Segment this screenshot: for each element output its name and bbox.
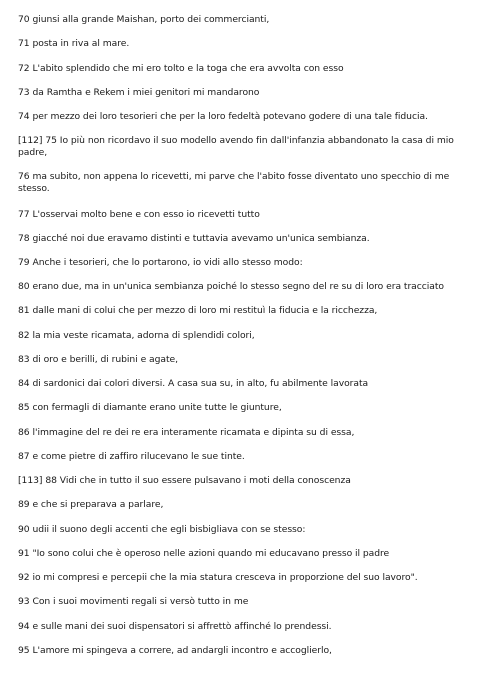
text-line: 71 posta in riva al mare. [18, 38, 130, 49]
text-line: 87 e come pietre di zaffiro rilucevano le sue tinte. [18, 451, 245, 462]
text-line: 84 di sardonici dai colori diversi. A casa sua su, in alto, fu abilmente lavorata [18, 378, 369, 389]
text-line: 73 da Ramtha e Rekem i miei genitori mi mandarono [18, 87, 260, 98]
text-line: 93 Con i suoi movimenti regali si versò tutto in me [18, 596, 249, 607]
text-line: 79 Anche i tesorieri, che lo portarono, io vidi allo stesso modo: [18, 257, 303, 268]
text-line: 81 dalle mani di colui che per mezzo di loro mi restituì la fiducia e la ricchezza, [18, 305, 378, 316]
text-line: [113] 88 Vidi che in tutto il suo essere pulsavano i moti della conoscenza [18, 475, 351, 486]
text-line: 77 L'osservai molto bene e con esso io ricevetti tutto [18, 209, 260, 220]
text-line: [112] 75 Io più non ricordavo il suo modello avendo fin dall'infanzia abbandonato la casa di mio padre, [18, 135, 454, 158]
text-line: 74 per mezzo dei loro tesorieri che per la loro fedeltà potevano godere di una tale fiducia. [18, 111, 428, 122]
text-line: 78 giacché noi due eravamo distinti e tuttavia avevamo un'unica sembianza. [18, 233, 370, 244]
text-line: 86 l'immagine del re dei re era interamente ricamata e dipinta su di essa, [18, 427, 355, 438]
text-line: 85 con fermagli di diamante erano unite tutte le giunture, [18, 402, 282, 413]
text-line: 89 e che si preparava a parlare, [18, 499, 164, 510]
text-line: 82 la mia veste ricamata, adorna di splendidi colori, [18, 330, 255, 341]
text-line: 92 io mi compresi e percepii che la mia statura cresceva in proporzione del suo lavoro". [18, 572, 418, 583]
text-line: 94 e sulle mani dei suoi dispensatori si affrettò affinché lo prendessi. [18, 621, 332, 632]
text-line: 83 di oro e berilli, di rubini e agate, [18, 354, 179, 365]
text-line: 80 erano due, ma in un'unica sembianza poiché lo stesso segno del re su di loro era tracciato [18, 281, 444, 292]
text-line: 70 giunsi alla grande Maishan, porto dei commercianti, [18, 14, 270, 25]
text-line: 76 ma subito, non appena lo ricevetti, mi parve che l'abito fosse diventato uno specchio di me stesso. [18, 171, 450, 194]
text-line: 90 udii il suono degli accenti che egli bisbigliava con se stesso: [18, 524, 306, 535]
text-line: 91 "Io sono colui che è operoso nelle azioni quando mi educavano presso il padre [18, 548, 390, 559]
text-line: 95 L'amore mi spingeva a correre, ad andargli incontro e accoglierlo, [18, 645, 332, 656]
text-line: 72 L'abito splendido che mi ero tolto e la toga che era avvolta con esso [18, 63, 344, 74]
